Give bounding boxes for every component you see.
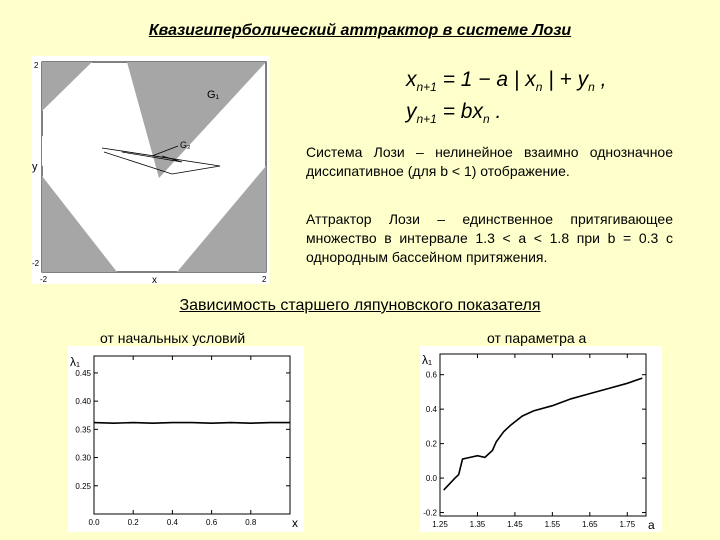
formula-svg bbox=[402, 64, 632, 134]
tick-left-x: -2 bbox=[40, 275, 48, 284]
chart-initial-conditions bbox=[68, 346, 304, 532]
lozi-formula bbox=[402, 64, 632, 134]
g1-label: G₁ bbox=[207, 89, 220, 101]
y-tick-label: -0.2 bbox=[423, 508, 437, 518]
y-tick-label: 0.6 bbox=[425, 370, 437, 380]
caption-parameter-text: от параметра a bbox=[487, 330, 587, 346]
basin-plot bbox=[32, 56, 270, 284]
chart-parameter bbox=[420, 346, 662, 532]
formula-line-2: $y_{n+1} = bx_n$ . bbox=[406, 100, 502, 126]
formula-line-1: $x_{n+1} = 1 - a$ | $x_n$ | + $y_n$ , bbox=[406, 68, 607, 94]
series-line bbox=[94, 423, 290, 424]
caption-initial-conditions: от начальных условий bbox=[100, 330, 246, 346]
x-tick-label: 1.75 bbox=[619, 520, 636, 529]
x-tick-label: 1.25 bbox=[432, 520, 448, 529]
y-tick-label: 0.45 bbox=[75, 368, 91, 378]
y-tick-label: 0.35 bbox=[75, 425, 91, 435]
x-tick-label: 0.2 bbox=[127, 518, 139, 527]
chart1-svg bbox=[68, 346, 304, 532]
x-tick-label: 1.45 bbox=[507, 520, 523, 529]
y-axis-label: λ₁ bbox=[70, 355, 81, 369]
tick-top-y: 2 bbox=[34, 61, 39, 70]
x-axis-label: a bbox=[648, 518, 655, 532]
paragraph-attractor: Аттрактор Лози – единственное притягивающее множество в интервале 1.3 < a < 1.8 при b = 0.3 с однородным бассейном притяжения. bbox=[306, 211, 673, 265]
x-axis-label: x bbox=[292, 516, 298, 530]
y-tick-label: 0.40 bbox=[75, 397, 91, 407]
plot-frame bbox=[440, 354, 646, 516]
x-tick-label: 1.65 bbox=[582, 520, 598, 529]
x-tick-label: 0.8 bbox=[245, 518, 257, 527]
x-tick-label: 0.0 bbox=[88, 518, 100, 527]
slide-title: Квазигиперболический аттрактор в системе Лози bbox=[148, 22, 572, 39]
y-tick-label: 0.25 bbox=[75, 481, 91, 491]
x-tick-label: 0.6 bbox=[206, 518, 218, 527]
y-tick-label: 0.2 bbox=[425, 439, 437, 449]
chart2-svg bbox=[420, 346, 662, 532]
basin-xlabel: x bbox=[152, 275, 157, 284]
y-tick-label: 0.0 bbox=[425, 474, 437, 484]
y-tick-label: 0.30 bbox=[75, 453, 91, 463]
tick-bottom-y: -2 bbox=[32, 259, 40, 268]
section-subtitle: Зависимость старшего ляпуновского показателя bbox=[179, 297, 541, 314]
plot-frame bbox=[94, 356, 290, 514]
paragraph-system: Система Лози – нелинейное взаимно однозначное диссипативное (для b < 1) отображение. bbox=[306, 144, 673, 179]
y-tick-label: 0.4 bbox=[425, 405, 437, 415]
caption-parameter bbox=[487, 330, 586, 346]
x-tick-label: 0.4 bbox=[166, 518, 178, 527]
g2-label: G₂ bbox=[180, 140, 191, 150]
x-tick-label: 1.55 bbox=[544, 520, 561, 529]
x-tick-label: 1.35 bbox=[469, 520, 486, 529]
basin-ylabel: y bbox=[32, 161, 38, 173]
y-axis-label: λ₁ bbox=[422, 353, 433, 367]
basin-plot-svg bbox=[32, 56, 270, 284]
tick-right-x: 2 bbox=[262, 275, 267, 284]
